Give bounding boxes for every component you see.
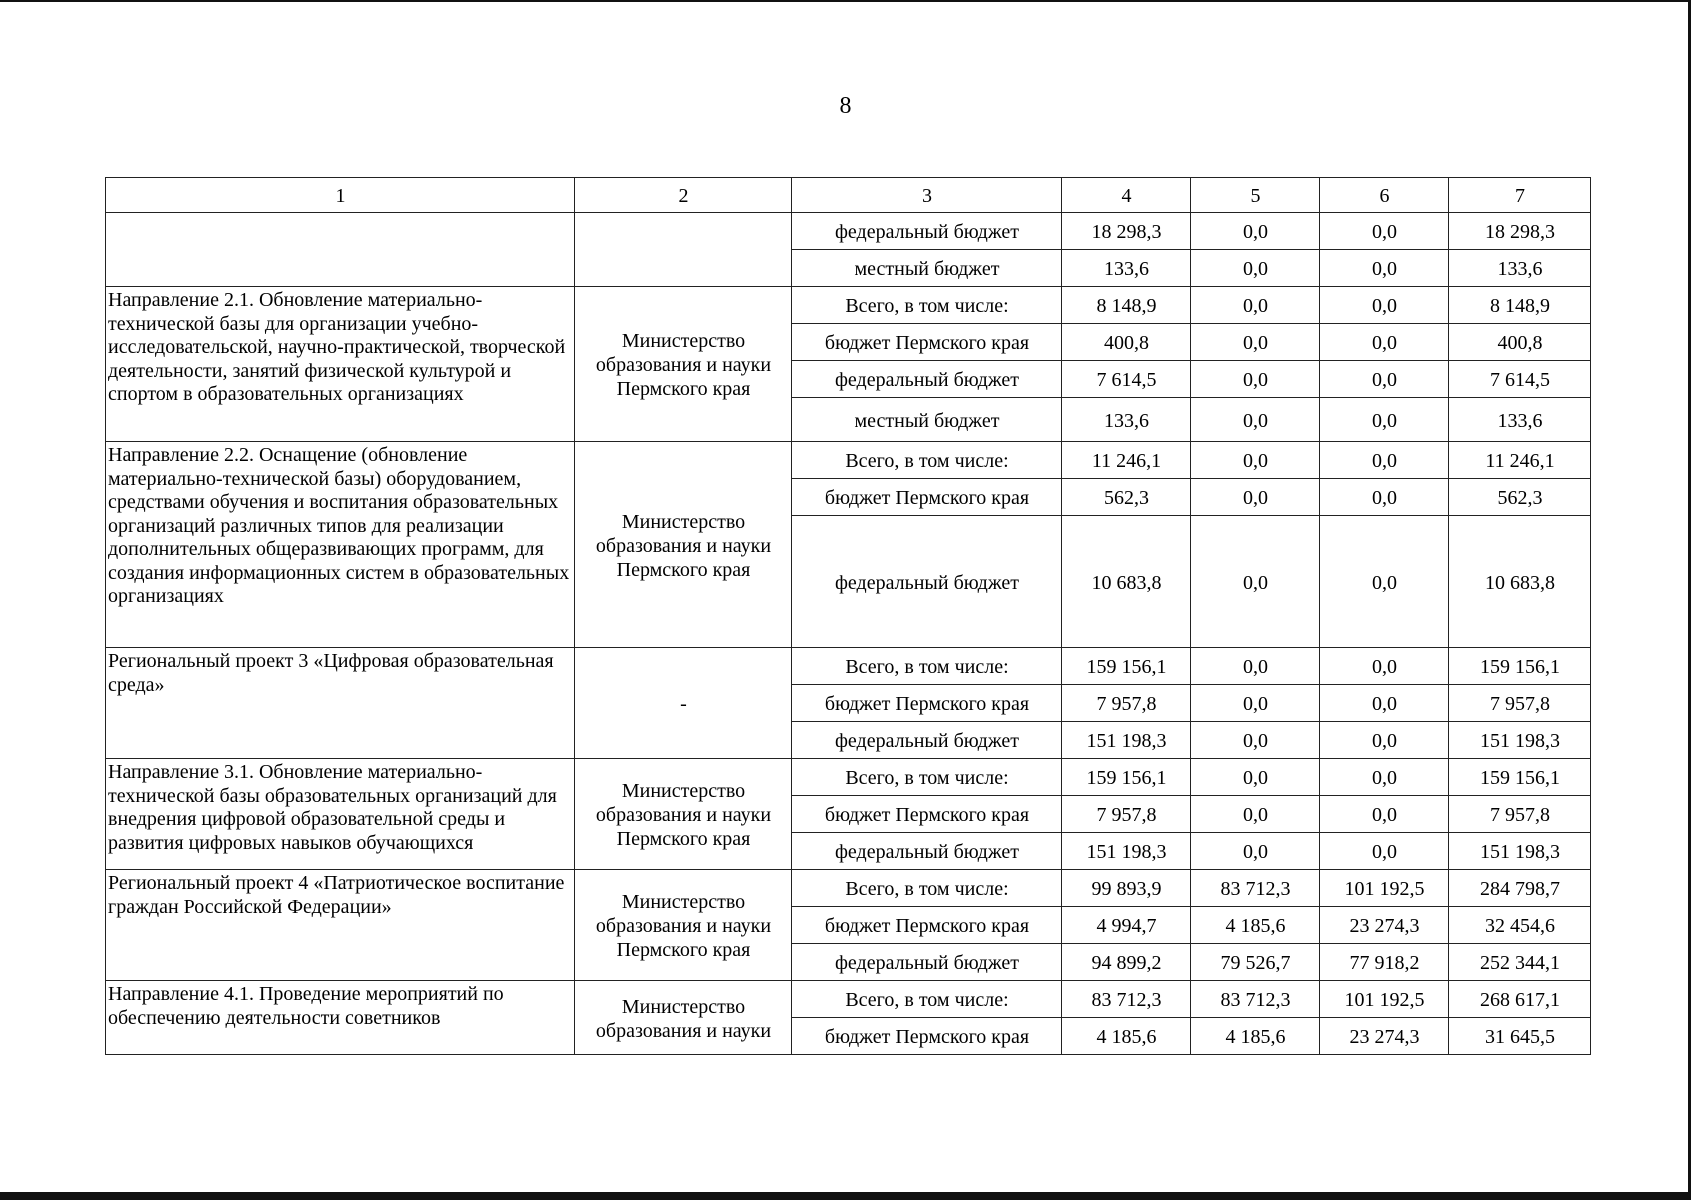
amount-cell-v4: 4 185,6 — [1062, 1018, 1191, 1055]
amount-cell-v4: 159 156,1 — [1062, 648, 1191, 685]
amount-cell-v5: 0,0 — [1191, 398, 1320, 442]
column-header: 2 — [575, 178, 792, 213]
amount-cell-v6: 23 274,3 — [1320, 1018, 1449, 1055]
amount-cell-v6: 0,0 — [1320, 324, 1449, 361]
amount-cell-v6: 0,0 — [1320, 516, 1449, 648]
amount-cell-v5: 83 712,3 — [1191, 981, 1320, 1018]
amount-cell-v7: 7 957,8 — [1449, 685, 1591, 722]
amount-cell-v7: 252 344,1 — [1449, 944, 1591, 981]
amount-cell-v5: 79 526,7 — [1191, 944, 1320, 981]
column-header: 7 — [1449, 178, 1591, 213]
table-row — [106, 442, 1591, 479]
amount-cell-v6: 0,0 — [1320, 213, 1449, 250]
column-header: 5 — [1191, 178, 1320, 213]
responsible-cell — [575, 213, 792, 287]
amount-cell-v4: 400,8 — [1062, 324, 1191, 361]
amount-cell-v4: 83 712,3 — [1062, 981, 1191, 1018]
amount-cell-v4: 99 893,9 — [1062, 870, 1191, 907]
amount-cell-v5: 0,0 — [1191, 685, 1320, 722]
amount-cell-v7: 400,8 — [1449, 324, 1591, 361]
amount-cell-v5: 0,0 — [1191, 287, 1320, 324]
funding-source-cell: бюджет Пермского края — [792, 479, 1062, 516]
amount-cell-v6: 0,0 — [1320, 796, 1449, 833]
amount-cell-v5: 0,0 — [1191, 442, 1320, 479]
amount-cell-v7: 268 617,1 — [1449, 981, 1591, 1018]
amount-cell-v4: 94 899,2 — [1062, 944, 1191, 981]
amount-cell-v4: 159 156,1 — [1062, 759, 1191, 796]
responsible-cell: Министерство образования и науки — [575, 981, 792, 1055]
item-name-cell: Региональный проект 3 «Цифровая образовательная среда» — [106, 648, 575, 759]
column-header: 3 — [792, 178, 1062, 213]
column-header: 1 — [106, 178, 575, 213]
amount-cell-v7: 10 683,8 — [1449, 516, 1591, 648]
funding-source-cell: бюджет Пермского края — [792, 796, 1062, 833]
item-name-cell: Направление 4.1. Проведение мероприятий по обеспечению деятельности советников — [106, 981, 575, 1055]
amount-cell-v7: 151 198,3 — [1449, 833, 1591, 870]
table-row — [106, 287, 1591, 324]
funding-source-cell: Всего, в том числе: — [792, 981, 1062, 1018]
amount-cell-v5: 0,0 — [1191, 722, 1320, 759]
amount-cell-v7: 7 957,8 — [1449, 796, 1591, 833]
scan-top-edge — [0, 0, 1691, 2]
item-name-cell: Направление 2.2. Оснащение (обновление материально-технической базы) оборудованием, средствами обучения и воспитания образовательных организаций различных типов для реализации дополнительных общеразвивающих программ, для создания информационных систем в образовательных организациях — [106, 442, 575, 648]
responsible-cell: Министерство образования и науки Пермского края — [575, 759, 792, 870]
responsible-cell: Министерство образования и науки Пермского края — [575, 287, 792, 442]
responsible-cell: Министерство образования и науки Пермского края — [575, 870, 792, 981]
amount-cell-v6: 0,0 — [1320, 361, 1449, 398]
amount-cell-v5: 83 712,3 — [1191, 870, 1320, 907]
funding-source-cell: Всего, в том числе: — [792, 870, 1062, 907]
table-row — [106, 981, 1591, 1018]
amount-cell-v7: 159 156,1 — [1449, 648, 1591, 685]
funding-source-cell: федеральный бюджет — [792, 833, 1062, 870]
amount-cell-v6: 0,0 — [1320, 685, 1449, 722]
amount-cell-v7: 7 614,5 — [1449, 361, 1591, 398]
funding-source-cell: бюджет Пермского края — [792, 685, 1062, 722]
amount-cell-v5: 0,0 — [1191, 648, 1320, 685]
amount-cell-v4: 7 957,8 — [1062, 685, 1191, 722]
amount-cell-v5: 0,0 — [1191, 361, 1320, 398]
amount-cell-v6: 0,0 — [1320, 759, 1449, 796]
amount-cell-v7: 562,3 — [1449, 479, 1591, 516]
amount-cell-v4: 11 246,1 — [1062, 442, 1191, 479]
funding-source-cell: федеральный бюджет — [792, 213, 1062, 250]
amount-cell-v5: 0,0 — [1191, 213, 1320, 250]
amount-cell-v6: 0,0 — [1320, 442, 1449, 479]
column-header: 4 — [1062, 178, 1191, 213]
amount-cell-v7: 133,6 — [1449, 250, 1591, 287]
amount-cell-v5: 4 185,6 — [1191, 907, 1320, 944]
amount-cell-v6: 77 918,2 — [1320, 944, 1449, 981]
funding-source-cell: Всего, в том числе: — [792, 759, 1062, 796]
amount-cell-v4: 8 148,9 — [1062, 287, 1191, 324]
funding-source-cell: федеральный бюджет — [792, 516, 1062, 648]
scan-bottom-edge — [0, 1192, 1691, 1200]
amount-cell-v5: 4 185,6 — [1191, 1018, 1320, 1055]
amount-cell-v6: 23 274,3 — [1320, 907, 1449, 944]
amount-cell-v4: 18 298,3 — [1062, 213, 1191, 250]
amount-cell-v6: 101 192,5 — [1320, 870, 1449, 907]
amount-cell-v4: 151 198,3 — [1062, 722, 1191, 759]
amount-cell-v7: 133,6 — [1449, 398, 1591, 442]
amount-cell-v7: 8 148,9 — [1449, 287, 1591, 324]
amount-cell-v7: 151 198,3 — [1449, 722, 1591, 759]
amount-cell-v4: 4 994,7 — [1062, 907, 1191, 944]
funding-source-cell: бюджет Пермского края — [792, 324, 1062, 361]
responsible-cell: - — [575, 648, 792, 759]
amount-cell-v6: 0,0 — [1320, 479, 1449, 516]
funding-source-cell: местный бюджет — [792, 398, 1062, 442]
amount-cell-v6: 0,0 — [1320, 722, 1449, 759]
amount-cell-v5: 0,0 — [1191, 324, 1320, 361]
amount-cell-v5: 0,0 — [1191, 516, 1320, 648]
amount-cell-v7: 11 246,1 — [1449, 442, 1591, 479]
funding-source-cell: федеральный бюджет — [792, 722, 1062, 759]
item-name-cell: Региональный проект 4 «Патриотическое воспитание граждан Российской Федерации» — [106, 870, 575, 981]
amount-cell-v5: 0,0 — [1191, 759, 1320, 796]
funding-source-cell: местный бюджет — [792, 250, 1062, 287]
amount-cell-v4: 133,6 — [1062, 398, 1191, 442]
item-name-cell — [106, 213, 575, 287]
item-name-cell: Направление 3.1. Обновление материально-технической базы образовательных организаций для внедрения цифровой образовательной среды и развития цифровых навыков обучающихся — [106, 759, 575, 870]
amount-cell-v6: 0,0 — [1320, 287, 1449, 324]
amount-cell-v7: 159 156,1 — [1449, 759, 1591, 796]
amount-cell-v6: 0,0 — [1320, 833, 1449, 870]
amount-cell-v4: 7 957,8 — [1062, 796, 1191, 833]
table-body — [106, 178, 1591, 1055]
page-number: 8 — [839, 93, 852, 119]
amount-cell-v7: 18 298,3 — [1449, 213, 1591, 250]
amount-cell-v4: 133,6 — [1062, 250, 1191, 287]
amount-cell-v5: 0,0 — [1191, 833, 1320, 870]
amount-cell-v4: 151 198,3 — [1062, 833, 1191, 870]
table-row — [106, 870, 1591, 907]
amount-cell-v5: 0,0 — [1191, 250, 1320, 287]
table-row — [106, 648, 1591, 685]
table-row — [106, 759, 1591, 796]
amount-cell-v6: 0,0 — [1320, 250, 1449, 287]
amount-cell-v5: 0,0 — [1191, 479, 1320, 516]
amount-cell-v6: 0,0 — [1320, 398, 1449, 442]
funding-source-cell: Всего, в том числе: — [792, 648, 1062, 685]
table-row — [106, 213, 1591, 250]
funding-source-cell: бюджет Пермского края — [792, 1018, 1062, 1055]
funding-source-cell: федеральный бюджет — [792, 944, 1062, 981]
header-row — [106, 178, 1591, 213]
column-header: 6 — [1320, 178, 1449, 213]
item-name-cell: Направление 2.1. Обновление материально-технической базы для организации учебно-исследовательской, научно-практической, творческой деятельности, занятий физической культурой и спортом в образовательных организациях — [106, 287, 575, 442]
amount-cell-v4: 562,3 — [1062, 479, 1191, 516]
funding-source-cell: Всего, в том числе: — [792, 287, 1062, 324]
responsible-cell: Министерство образования и науки Пермского края — [575, 442, 792, 648]
amount-cell-v7: 31 645,5 — [1449, 1018, 1591, 1055]
funding-source-cell: Всего, в том числе: — [792, 442, 1062, 479]
amount-cell-v7: 284 798,7 — [1449, 870, 1591, 907]
funding-source-cell: федеральный бюджет — [792, 361, 1062, 398]
amount-cell-v4: 10 683,8 — [1062, 516, 1191, 648]
amount-cell-v7: 32 454,6 — [1449, 907, 1591, 944]
amount-cell-v5: 0,0 — [1191, 796, 1320, 833]
amount-cell-v4: 7 614,5 — [1062, 361, 1191, 398]
budget-table — [105, 177, 1591, 1055]
amount-cell-v6: 101 192,5 — [1320, 981, 1449, 1018]
funding-source-cell: бюджет Пермского края — [792, 907, 1062, 944]
amount-cell-v6: 0,0 — [1320, 648, 1449, 685]
